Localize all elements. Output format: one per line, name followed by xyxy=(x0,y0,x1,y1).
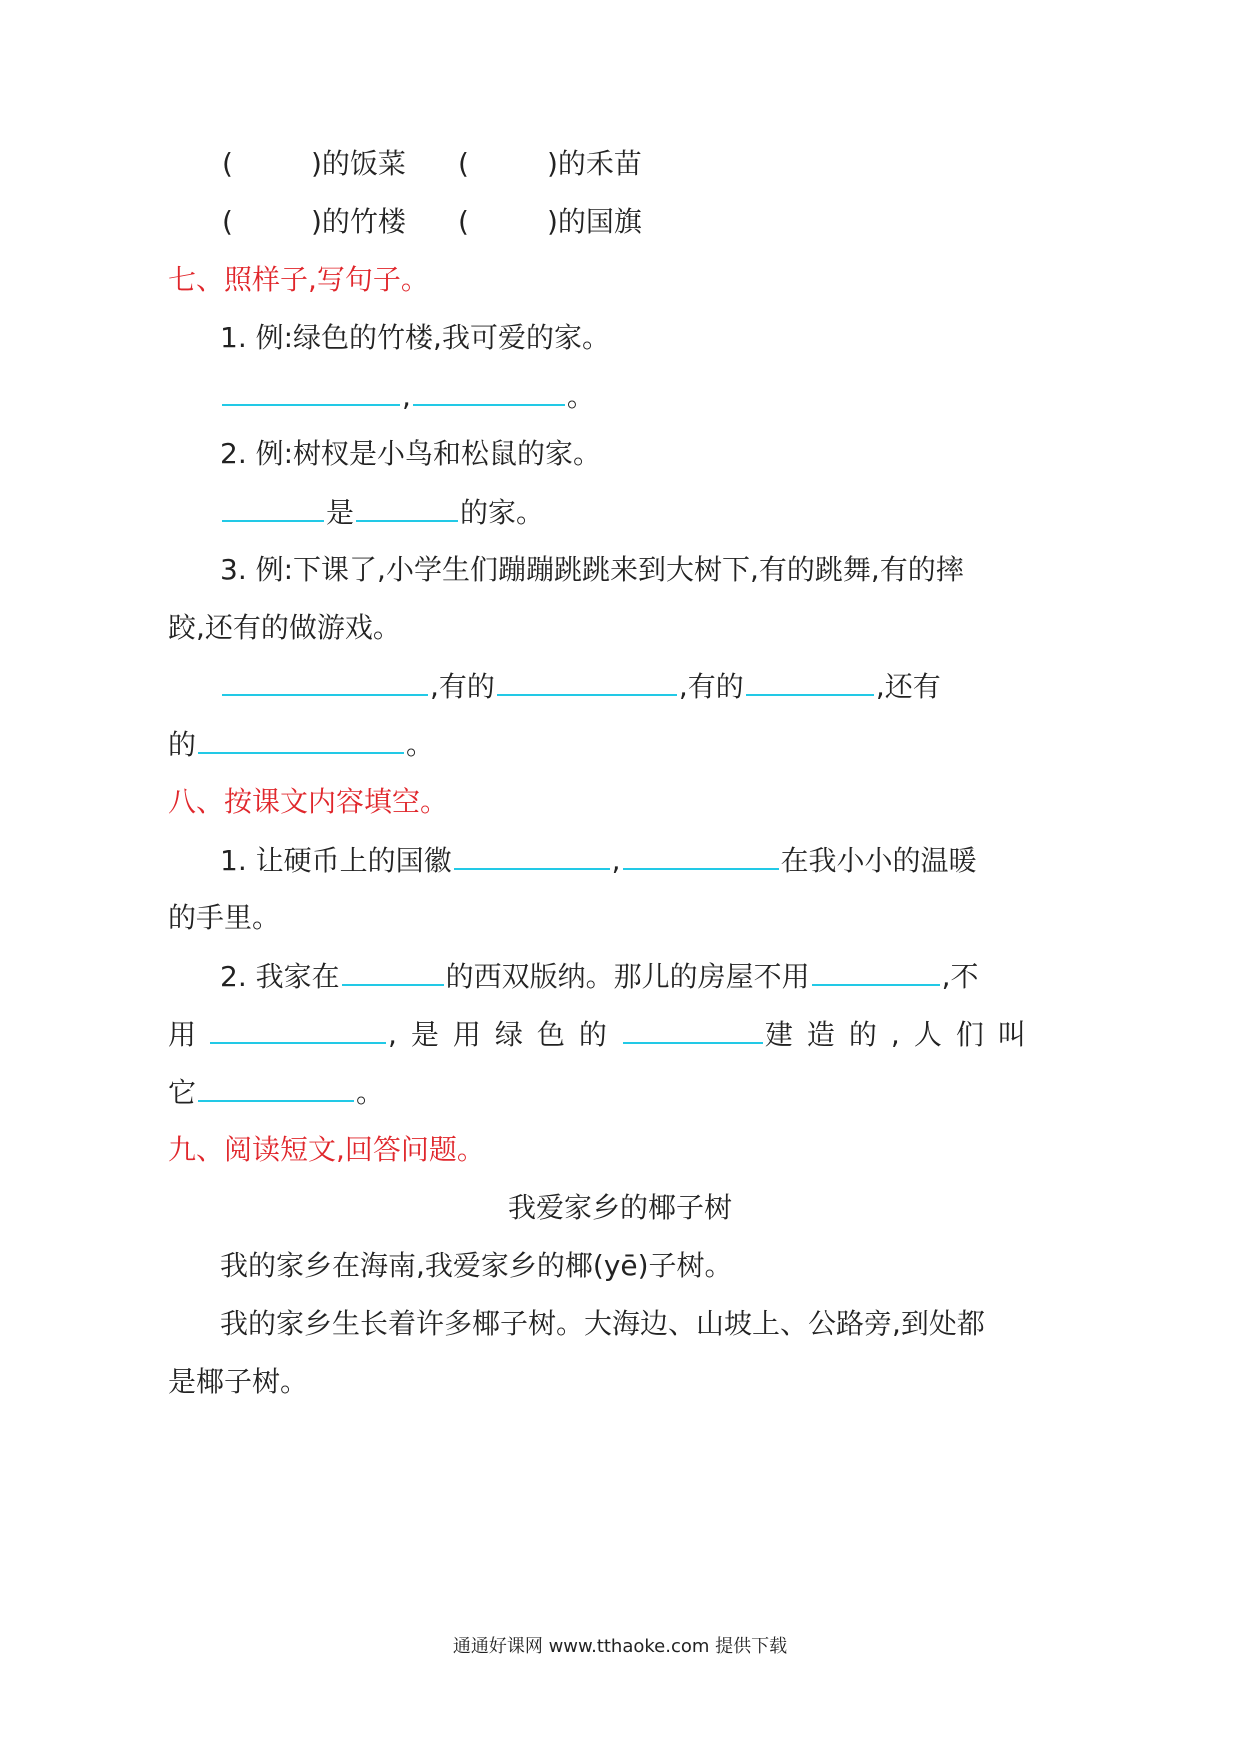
s8-q1-blank-1[interactable] xyxy=(454,840,610,870)
paren-close: ) xyxy=(546,205,558,238)
s7-q3-text-1: ,有的 xyxy=(430,670,495,703)
paren-item-text: 的饭菜 xyxy=(321,147,406,180)
paren-item-text: 的禾苗 xyxy=(557,147,642,180)
s7-q2-answer xyxy=(220,492,544,533)
s7-q2-example: 2. 例:树杈是小鸟和松鼠的家。 xyxy=(220,437,602,470)
s8-q1-blank-2[interactable] xyxy=(623,840,779,870)
s8-q2-blank-1[interactable] xyxy=(342,956,444,986)
s8-q1-tail: 在我小小的温暖 xyxy=(780,844,977,877)
s7-q2-end-text: 的家。 xyxy=(460,496,545,529)
paren-open: ( xyxy=(222,205,233,238)
period: 。 xyxy=(406,728,435,761)
comma: , xyxy=(611,844,621,877)
s8-q2-line1 xyxy=(220,956,979,997)
s8-q2-l2a: 用 xyxy=(168,1018,197,1051)
s7-q3-answer-line2 xyxy=(168,724,434,765)
paren-item-4 xyxy=(458,202,642,242)
s8-q2-tail: ,不 xyxy=(941,960,979,993)
s7-q1-blank-2[interactable] xyxy=(413,376,565,406)
paren-close: ) xyxy=(310,147,322,180)
paren-item-3 xyxy=(222,202,406,242)
s8-q2-blank-3[interactable] xyxy=(210,1014,386,1044)
s7-q2-blank-1[interactable] xyxy=(222,492,324,522)
s7-q3-text-2: ,有的 xyxy=(678,670,744,703)
s7-q1-example: 1. 例:绿色的竹楼,我可爱的家。 xyxy=(220,321,610,354)
s7-q3-blank-4[interactable] xyxy=(198,724,404,754)
s7-q3-example-line1: 3. 例:下课了,小学生们蹦蹦跳跳来到大树下,有的跳舞,有的摔 xyxy=(220,553,964,586)
s8-q2-l2c: 建造的,人们叫 xyxy=(764,1018,1040,1051)
s8-q2-l3a: 它 xyxy=(168,1076,197,1109)
period: 。 xyxy=(356,1076,385,1109)
paren-open: ( xyxy=(458,147,469,180)
s7-q1-blank-1[interactable] xyxy=(222,376,400,406)
s7-q3-blank-2[interactable] xyxy=(497,666,677,696)
s7-q3-text-3: ,还有 xyxy=(875,670,941,703)
s8-q2-blank-2[interactable] xyxy=(812,956,940,986)
passage-paragraph-1: 我的家乡在海南,我爱家乡的椰(yē)子树。 xyxy=(220,1249,733,1282)
s7-q3-blank-1[interactable] xyxy=(222,666,428,696)
s8-q2-line2 xyxy=(168,1014,1040,1055)
paren-open: ( xyxy=(222,147,233,180)
paren-close: ) xyxy=(310,205,322,238)
paren-open: ( xyxy=(458,205,469,238)
page-footer: 通通好课网 www.tthaoke.com 提供下载 xyxy=(452,1636,788,1657)
s8-q2-l2b: ,是用绿色的 xyxy=(388,1018,621,1051)
s8-q2-blank-4[interactable] xyxy=(623,1014,763,1044)
passage-paragraph-2-line1: 我的家乡生长着许多椰子树。大海边、山坡上、公路旁,到处都 xyxy=(220,1307,985,1340)
s8-q2-blank-5[interactable] xyxy=(198,1072,354,1102)
passage-paragraph-2-line2: 是椰子树。 xyxy=(168,1365,309,1398)
section8-heading: 八、按课文内容填空。 xyxy=(168,785,449,818)
paren-item-text: 的国旗 xyxy=(557,205,642,238)
s8-q2-start: 2. 我家在 xyxy=(220,960,340,993)
paren-item-1 xyxy=(222,144,406,184)
s8-q2-line3 xyxy=(168,1072,384,1113)
period: 。 xyxy=(566,380,595,413)
section9-heading: 九、阅读短文,回答问题。 xyxy=(168,1133,485,1166)
section7-heading: 七、照样子,写句子。 xyxy=(168,263,429,296)
comma: , xyxy=(402,380,411,413)
paren-item-text: 的竹楼 xyxy=(321,205,406,238)
s8-q1-line1 xyxy=(220,840,977,881)
s8-q2-mid: 的西双版纳。那儿的房屋不用 xyxy=(445,960,810,993)
s7-q3-answer-line1 xyxy=(220,666,941,707)
paren-item-2 xyxy=(458,144,642,184)
s8-q1-line2: 的手里。 xyxy=(168,901,281,934)
passage-title: 我爱家乡的椰子树 xyxy=(507,1191,732,1224)
s7-q2-mid-text: 是 xyxy=(326,496,355,529)
s8-q1-start: 1. 让硬币上的国徽 xyxy=(220,844,452,877)
paren-close: ) xyxy=(546,147,558,180)
s7-q3-blank-3[interactable] xyxy=(746,666,874,696)
s7-q3-example-line2: 跤,还有的做游戏。 xyxy=(168,611,401,644)
s7-q2-blank-2[interactable] xyxy=(356,492,458,522)
s7-q1-answer xyxy=(220,376,595,417)
s7-q3-text-4: 的 xyxy=(168,728,197,761)
